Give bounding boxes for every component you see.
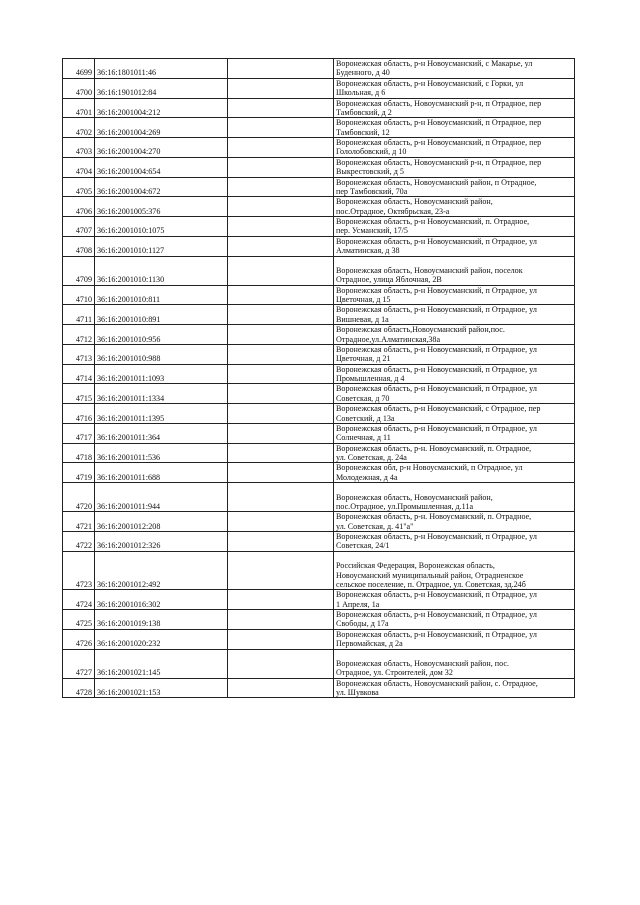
blank-cell — [228, 177, 334, 197]
cadastral-number-cell: 36:16:2001010:891 — [95, 305, 228, 325]
row-number-cell: 4705 — [63, 177, 95, 197]
row-number-cell: 4718 — [63, 443, 95, 463]
address-line: Вишневая, д 1а — [336, 314, 389, 324]
blank-cell — [228, 78, 334, 98]
row-number-cell: 4700 — [63, 78, 95, 98]
cadastral-number-cell: 36:16:2001019:138 — [95, 610, 228, 630]
blank-cell — [228, 285, 334, 305]
address-line: Воронежская область, р-н Новоусманский, с Отрадное, пер — [336, 404, 541, 414]
address-line: Воронежская область, р-н Новоусманский, п Отрадное, ул — [336, 305, 537, 315]
blank-cell — [228, 118, 334, 138]
address-line: Буденного, д 40 — [336, 68, 390, 78]
table-row — [63, 384, 575, 404]
cadastral-number-cell: 36:16:2001021:153 — [95, 678, 228, 698]
row-number-cell: 4699 — [63, 59, 95, 79]
row-number-cell: 4717 — [63, 423, 95, 443]
blank-cell — [228, 305, 334, 325]
cadastral-number-cell: 36:16:2001010:1127 — [95, 236, 228, 256]
table-row — [63, 678, 575, 698]
table-row — [63, 256, 575, 285]
row-number-cell: 4707 — [63, 217, 95, 237]
blank-cell — [228, 551, 334, 590]
address-line: Солнечная, д 11 — [336, 433, 391, 443]
cadastral-number-cell: 36:16:2001010:1130 — [95, 256, 228, 285]
table-row — [63, 443, 575, 463]
cadastral-number-cell: 36:16:2001010:988 — [95, 344, 228, 364]
address-line: Воронежская область, р-н Новоусманский, п Отрадное, пер — [336, 118, 542, 128]
address-cell — [334, 384, 575, 404]
address-cell — [334, 197, 575, 217]
row-number-cell: 4725 — [63, 610, 95, 630]
address-line: Отрадное, ул. Строителей, дом 32 — [336, 668, 453, 678]
blank-cell — [228, 59, 334, 79]
blank-cell — [228, 344, 334, 364]
blank-cell — [228, 678, 334, 698]
address-cell — [334, 678, 575, 698]
address-line: Воронежская область, р-н Новоусманский, п Отрадное, ул — [336, 236, 537, 246]
address-line: Гололобовский, д 10 — [336, 147, 407, 157]
blank-cell — [228, 325, 334, 345]
address-line: Советская, д 70 — [336, 393, 390, 403]
address-line: Советский, д 13а — [336, 413, 395, 423]
blank-cell — [228, 532, 334, 552]
address-cell — [334, 118, 575, 138]
address-line: Новоусманский муниципальный район, Отрадненское — [336, 570, 524, 580]
address-cell — [334, 285, 575, 305]
blank-cell — [228, 423, 334, 443]
address-line: Советская, 24/1 — [336, 541, 390, 551]
address-line: Воронежская область, р-н Новоусманский, п Отрадное, ул — [336, 610, 537, 619]
row-number-cell: 4701 — [63, 98, 95, 118]
row-number-cell: 4720 — [63, 483, 95, 512]
table-row — [63, 217, 575, 237]
cadastral-number-cell: 36:16:2001010:1075 — [95, 217, 228, 237]
address-line: Воронежская область, р-н. Новоусманский, п. Отрадное, — [336, 443, 532, 453]
address-line: Воронежская область, р-н Новоусманский, п Отрадное, ул — [336, 423, 537, 433]
table-row — [63, 305, 575, 325]
address-line: пос.Отрадное, ул.Промышленная, д.11а — [336, 501, 474, 511]
table-row — [63, 197, 575, 217]
address-line: 1 Апреля, 1а — [336, 599, 380, 609]
table-row — [63, 118, 575, 138]
address-line: Тамбовский, 12 — [336, 127, 390, 137]
address-line: Воронежская область, р-н Новоусманский, с Макарье, ул — [336, 59, 533, 68]
table-row — [63, 590, 575, 610]
cadastral-number-cell: 36:16:2001012:326 — [95, 532, 228, 552]
table-row — [63, 344, 575, 364]
address-line: Выкрестовский, д 5 — [336, 167, 404, 177]
address-line: Свободы, д 17а — [336, 619, 389, 629]
cadastral-number-cell: 36:16:2001011:1395 — [95, 404, 228, 424]
row-number-cell: 4716 — [63, 404, 95, 424]
address-line: Воронежская область, р-н Новоусманский, п Отрадное, ул — [336, 384, 537, 394]
address-line: Воронежская область, р-н. Новоусманский, п. Отрадное, — [336, 512, 532, 522]
address-line: пер. Усманский, 17/5 — [336, 226, 408, 236]
address-cell — [334, 344, 575, 364]
blank-cell — [228, 197, 334, 217]
address-line: Школьная, д 6 — [336, 88, 386, 98]
row-number-cell: 4723 — [63, 551, 95, 590]
table-row — [63, 649, 575, 678]
row-number-cell: 4719 — [63, 463, 95, 483]
table-row — [63, 463, 575, 483]
row-number-cell: 4704 — [63, 157, 95, 177]
address-cell — [334, 551, 575, 590]
cadastral-number-cell: 36:16:2001004:654 — [95, 157, 228, 177]
address-cell — [334, 610, 575, 630]
row-number-cell: 4722 — [63, 532, 95, 552]
cadastral-number-cell: 36:16:2001016:302 — [95, 590, 228, 610]
address-line: Воронежская область, Новоусманский район, с. Отрадное, — [336, 678, 538, 688]
address-line: Первомайская, д 2а — [336, 639, 403, 649]
table-row — [63, 404, 575, 424]
address-line — [336, 483, 572, 492]
address-cell — [334, 305, 575, 325]
row-number-cell: 4711 — [63, 305, 95, 325]
address-line: Воронежская область, р-н Новоусманский, с Горки, ул — [336, 78, 524, 88]
cadastral-number-cell: 36:16:2001011:944 — [95, 483, 228, 512]
blank-cell — [228, 443, 334, 463]
address-line: Отрадное,ул.Алматинская,38а — [336, 334, 441, 344]
address-cell — [334, 532, 575, 552]
table-row — [63, 138, 575, 158]
address-cell — [334, 98, 575, 118]
address-line: Воронежская область, р-н Новоусманский, п Отрадное, ул — [336, 364, 537, 374]
blank-cell — [228, 217, 334, 237]
blank-cell — [228, 98, 334, 118]
address-line: пос.Отрадное, Октябрьская, 23-а — [336, 206, 450, 216]
address-line: пер Тамбовский, 70а — [336, 186, 408, 196]
table-row — [63, 364, 575, 384]
cadastral-number-cell: 36:16:2001010:811 — [95, 285, 228, 305]
address-cell — [334, 590, 575, 610]
blank-cell — [228, 590, 334, 610]
cadastral-number-cell: 36:16:2001004:269 — [95, 118, 228, 138]
row-number-cell: 4702 — [63, 118, 95, 138]
table-row — [63, 157, 575, 177]
table-row — [63, 551, 575, 590]
cadastral-number-cell: 36:16:2001004:212 — [95, 98, 228, 118]
cadastral-number-cell: 36:16:2001011:1093 — [95, 364, 228, 384]
table-row — [63, 629, 575, 649]
address-cell — [334, 59, 575, 79]
cadastral-number-cell: 36:16:2001004:672 — [95, 177, 228, 197]
address-line: ул. Шувкова — [336, 688, 379, 697]
cadastral-number-cell: 36:16:2001005:376 — [95, 197, 228, 217]
address-line: Воронежская обл, р-н Новоусманский, п Отрадное, ул — [336, 463, 523, 473]
cadastral-number-cell: 36:16:2001021:145 — [95, 649, 228, 678]
address-line: Воронежская область,Новоусманский район,пос. — [336, 325, 505, 335]
address-line — [336, 650, 572, 659]
row-number-cell: 4715 — [63, 384, 95, 404]
cadastral-number-cell: 36:16:2001011:536 — [95, 443, 228, 463]
blank-cell — [228, 256, 334, 285]
address-line: Воронежская область, Новоусманский район, — [336, 197, 493, 207]
blank-cell — [228, 610, 334, 630]
table-row — [63, 610, 575, 630]
address-cell — [334, 483, 575, 512]
address-line: Промышленная, д 4 — [336, 374, 405, 383]
address-line: Воронежская область, р-н Новоусманский, п Отрадное, пер — [336, 138, 542, 147]
blank-cell — [228, 157, 334, 177]
blank-cell — [228, 463, 334, 483]
blank-cell — [228, 384, 334, 404]
address-line: Молодежная, д 4а — [336, 472, 398, 482]
row-number-cell: 4706 — [63, 197, 95, 217]
address-cell — [334, 325, 575, 345]
address-line: Тамбовский, д 2 — [336, 107, 392, 117]
blank-cell — [228, 404, 334, 424]
cadastral-number-cell: 36:16:1801011:46 — [95, 59, 228, 79]
cadastral-number-cell: 36:16:2001010:956 — [95, 325, 228, 345]
cadastral-number-cell: 36:16:1901012:84 — [95, 78, 228, 98]
address-line: Воронежская область, р-н Новоусманский, п Отрадное, ул — [336, 590, 537, 600]
address-line: Воронежская область, р-н Новоусманский, п Отрадное, ул — [336, 344, 537, 354]
address-cell — [334, 423, 575, 443]
address-line: Воронежская область, р-н Новоусманский, п. Отрадное, — [336, 217, 530, 226]
cadastral-number-cell: 36:16:2001020:232 — [95, 629, 228, 649]
cadastral-number-cell: 36:16:2001011:1334 — [95, 384, 228, 404]
table-row — [63, 512, 575, 532]
row-number-cell: 4709 — [63, 256, 95, 285]
blank-cell — [228, 138, 334, 158]
cadastral-number-cell: 36:16:2001011:688 — [95, 463, 228, 483]
blank-cell — [228, 364, 334, 384]
address-line: Воронежская область, Новоусманский р-н, п Отрадное, пер — [336, 98, 542, 108]
row-number-cell: 4713 — [63, 344, 95, 364]
address-line — [336, 257, 572, 266]
address-line: Воронежская область, р-н Новоусманский, п Отрадное, ул — [336, 532, 537, 541]
table-row — [63, 177, 575, 197]
address-line: ул. Советская, д. 41"а" — [336, 521, 414, 531]
blank-cell — [228, 483, 334, 512]
row-number-cell: 4726 — [63, 629, 95, 649]
row-number-cell: 4710 — [63, 285, 95, 305]
address-line: Цветочная, д 15 — [336, 295, 391, 304]
row-number-cell: 4712 — [63, 325, 95, 345]
address-cell — [334, 649, 575, 678]
address-line: Воронежская область, Новоусманский район, — [336, 492, 493, 502]
table-row — [63, 285, 575, 305]
address-line: Отрадное, улица Яблочная, 2В — [336, 275, 442, 285]
address-line: Алматинская, д 38 — [336, 246, 400, 256]
property-register-table — [62, 58, 575, 698]
cadastral-number-cell: 36:16:2001012:208 — [95, 512, 228, 532]
address-line: Цветочная, д 21 — [336, 354, 391, 364]
row-number-cell: 4703 — [63, 138, 95, 158]
table-row — [63, 236, 575, 256]
address-line: Воронежская область, р-н Новоусманский, п Отрадное, ул — [336, 285, 537, 295]
table-row — [63, 325, 575, 345]
blank-cell — [228, 649, 334, 678]
address-line: ул. Советская, д. 24а — [336, 453, 407, 462]
address-line: Воронежская область, Новоусманский район, п Отрадное, — [336, 177, 537, 187]
cadastral-number-cell: 36:16:2001011:364 — [95, 423, 228, 443]
address-cell — [334, 177, 575, 197]
blank-cell — [228, 512, 334, 532]
table-row — [63, 423, 575, 443]
table-row — [63, 59, 575, 79]
address-cell — [334, 138, 575, 158]
blank-cell — [228, 629, 334, 649]
table-row — [63, 532, 575, 552]
address-cell — [334, 404, 575, 424]
blank-cell — [228, 236, 334, 256]
address-cell — [334, 629, 575, 649]
table-row — [63, 98, 575, 118]
address-line: Воронежская область, Новоусманский район, поселок — [336, 265, 523, 275]
cadastral-number-cell: 36:16:2001004:270 — [95, 138, 228, 158]
address-cell — [334, 364, 575, 384]
row-number-cell: 4714 — [63, 364, 95, 384]
address-line: Воронежская область, Новоусманский р-н, п Отрадное, пер — [336, 157, 542, 167]
row-number-cell: 4728 — [63, 678, 95, 698]
row-number-cell: 4708 — [63, 236, 95, 256]
address-cell — [334, 256, 575, 285]
address-cell — [334, 217, 575, 237]
address-line — [336, 552, 572, 561]
cadastral-number-cell: 36:16:2001012:492 — [95, 551, 228, 590]
table-row — [63, 78, 575, 98]
address-line: Воронежская область, Новоусманский район, пос. — [336, 658, 509, 668]
address-cell — [334, 443, 575, 463]
register-table-body — [63, 59, 575, 698]
address-cell — [334, 463, 575, 483]
row-number-cell: 4724 — [63, 590, 95, 610]
address-line: сельское поселение, п. Отрадное, ул. Советская, зд.24б — [336, 579, 526, 589]
row-number-cell: 4727 — [63, 649, 95, 678]
address-line: Российская Федерация, Воронежская область, — [336, 561, 495, 571]
table-row — [63, 483, 575, 512]
row-number-cell: 4721 — [63, 512, 95, 532]
address-cell — [334, 512, 575, 532]
address-cell — [334, 78, 575, 98]
address-cell — [334, 157, 575, 177]
address-cell — [334, 236, 575, 256]
address-line: Воронежская область, р-н Новоусманский, п Отрадное, ул — [336, 629, 537, 639]
